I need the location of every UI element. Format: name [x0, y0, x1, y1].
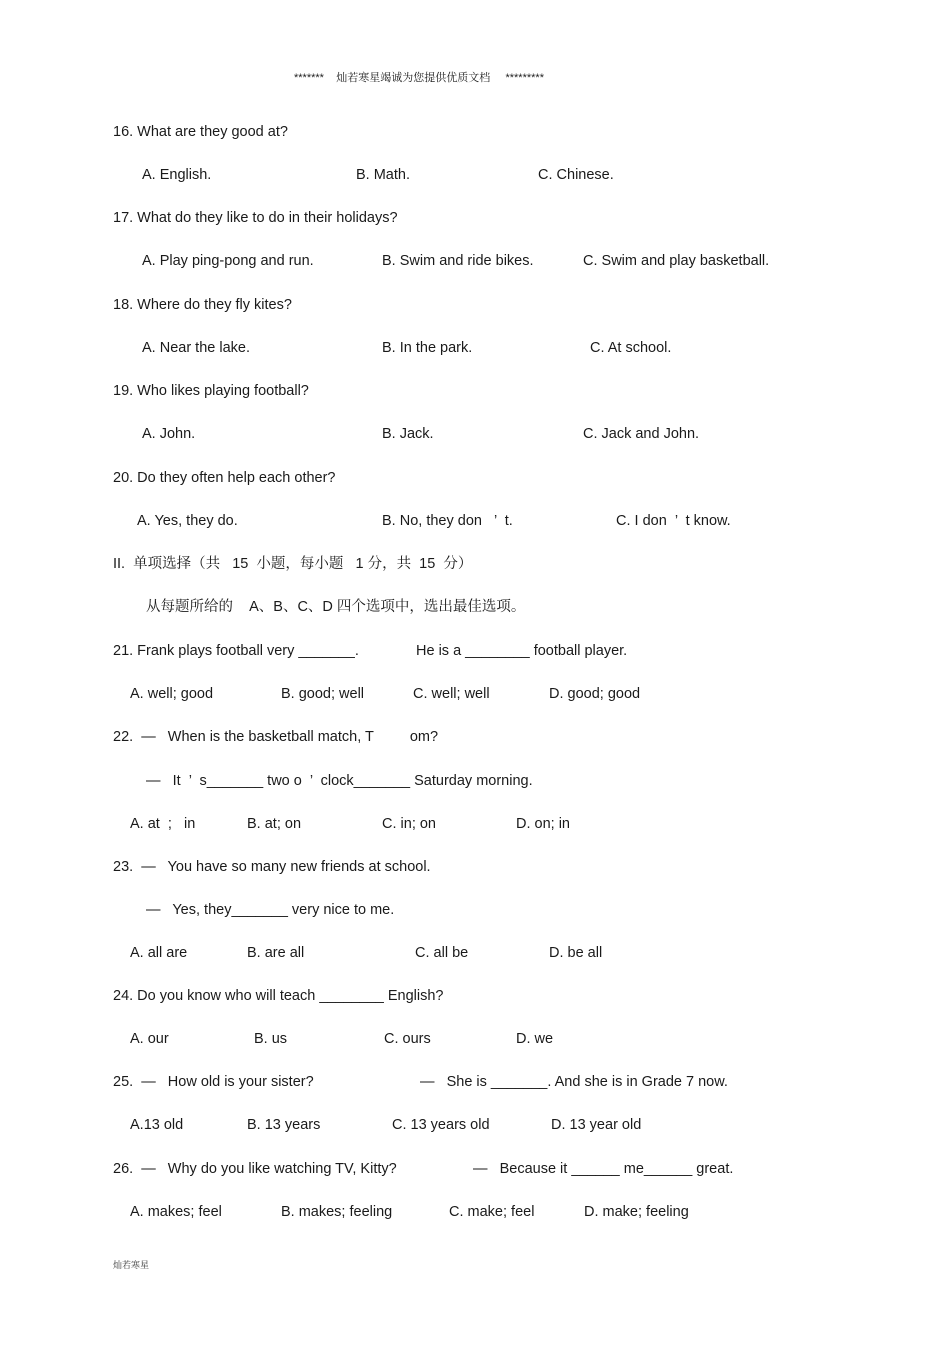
question-17-option-a: A. Play ping-pong and run.	[142, 253, 314, 269]
question-23-stem: 23. — You have so many new friends at school.	[113, 859, 431, 875]
question-25-stem: 25. — How old is your sister?	[113, 1074, 314, 1090]
question-23-option-a: A. all are	[130, 945, 188, 961]
question-23-option-c: C. all be	[415, 945, 469, 961]
question-16-option-b: B. Math.	[356, 167, 410, 183]
section-2-title: II. 单项选择（共 15 小题，每小题 1 分，共 15 分）	[113, 556, 473, 572]
question-22-stem: 22. — When is the basketball match, T om?	[113, 729, 439, 745]
question-22-option-d: D. on; in	[516, 816, 570, 832]
question-24-option-a: A. our	[130, 1031, 169, 1047]
question-17-option-c: C. Swim and play basketball.	[583, 253, 770, 269]
question-18-option-c: C. At school.	[590, 340, 672, 356]
question-22-reply: — It ’ s_______ two o ’ clock_______ Saturday morning.	[146, 773, 533, 789]
question-23-option-b: B. are all	[247, 945, 305, 961]
question-26-option-a: A. makes; feel	[130, 1204, 222, 1220]
question-16-option-c: C. Chinese.	[538, 167, 614, 183]
question-17-stem: 17. What do they like to do in their holidays?	[113, 210, 398, 226]
question-23-reply: — Yes, they_______ very nice to me.	[146, 902, 395, 918]
question-25-option-c: C. 13 years old	[392, 1117, 490, 1133]
question-17-option-b: B. Swim and ride bikes.	[382, 253, 534, 269]
page-header: ******* 灿若寒星竭诚为您提供优质文档 *********	[294, 72, 544, 84]
question-24-option-c: C. ours	[384, 1031, 431, 1047]
question-26-reply: — Because it ______ me______ great.	[473, 1161, 734, 1177]
question-18-stem: 18. Where do they fly kites?	[113, 297, 292, 313]
question-25-option-d: D. 13 year old	[551, 1117, 642, 1133]
question-25-reply: — She is _______. And she is in Grade 7 now.	[420, 1074, 728, 1090]
question-19-option-a: A. John.	[142, 426, 196, 442]
page-footer: 灿若寒星	[113, 1260, 150, 1270]
question-25-option-a: A.13 old	[130, 1117, 184, 1133]
question-18-option-a: A. Near the lake.	[142, 340, 250, 356]
question-20-option-b: B. No, they don ’ t.	[382, 513, 513, 529]
question-22-option-b: B. at; on	[247, 816, 302, 832]
question-24-stem: 24. Do you know who will teach ________ English?	[113, 988, 444, 1004]
question-23-option-d: D. be all	[549, 945, 603, 961]
question-19-option-b: B. Jack.	[382, 426, 434, 442]
question-26-option-b: B. makes; feeling	[281, 1204, 393, 1220]
question-22-option-a: A. at ; in	[130, 816, 196, 832]
question-21-option-c: C. well; well	[413, 686, 490, 702]
question-22-option-c: C. in; on	[382, 816, 436, 832]
question-20-option-a: A. Yes, they do.	[137, 513, 238, 529]
question-26-option-d: D. make; feeling	[584, 1204, 689, 1220]
question-24-option-d: D. we	[516, 1031, 554, 1047]
question-20-option-c: C. I don ’ t know.	[616, 513, 731, 529]
question-24-option-b: B. us	[254, 1031, 288, 1047]
question-21-option-a: A. well; good	[130, 686, 214, 702]
question-20-stem: 20. Do they often help each other?	[113, 470, 336, 486]
question-16-stem: 16. What are they good at?	[113, 124, 288, 140]
question-19-stem: 19. Who likes playing football?	[113, 383, 309, 399]
question-19-option-c: C. Jack and John.	[583, 426, 700, 442]
question-26-stem: 26. — Why do you like watching TV, Kitty?	[113, 1161, 397, 1177]
question-25-option-b: B. 13 years	[247, 1117, 321, 1133]
question-16-option-a: A. English.	[142, 167, 212, 183]
question-21-stem-continued: He is a ________ football player.	[416, 643, 628, 659]
question-26-option-c: C. make; feel	[449, 1204, 535, 1220]
question-18-option-b: B. In the park.	[382, 340, 473, 356]
question-21-option-b: B. good; well	[281, 686, 365, 702]
section-2-instruction: 从每题所给的 A、B、C、D 四个选项中，选出最佳选项。	[146, 599, 526, 615]
question-21-stem: 21. Frank plays football very _______.	[113, 643, 359, 659]
question-21-option-d: D. good; good	[549, 686, 641, 702]
